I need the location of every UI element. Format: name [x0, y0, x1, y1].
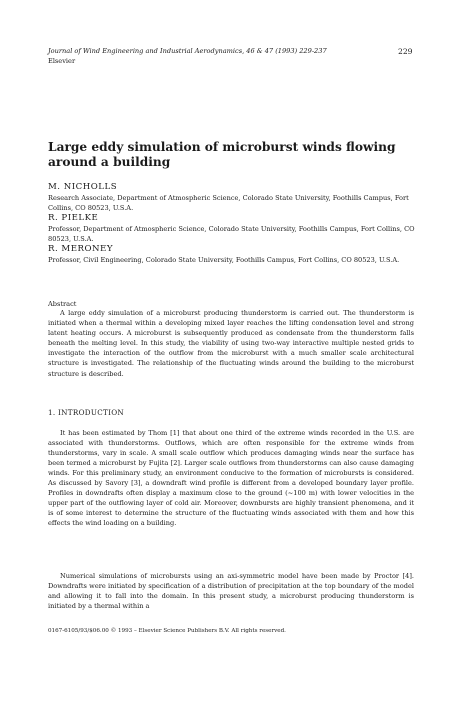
section-heading: 1. INTRODUCTION [48, 408, 125, 417]
journal-citation: Journal of Wind Engineering and Industrial Aerodynamics, 46 & 47 (1993) 229-237 [48, 47, 327, 55]
author-name: M. NICHOLLS [48, 182, 118, 192]
author-affiliation: Professor, Department of Atmospheric Science, Colorado State University, Foothills Campus, Fort Collins, CO 80523, U.S.A. [48, 224, 415, 243]
paper-title: Large eddy simulation of microburst winds flowing around a building [48, 140, 396, 169]
body-paragraph: Numerical simulations of microbursts using an axi-symmetric model have been made by Proctor [4]. Downdrafts were initiated by specification of a distribution of precipitation at the top boundary of the model and allowing it to fall into the domain. In this present study, a microburst producing thunderstorm is initiated by a thermal within a [48, 572, 414, 611]
abstract-text: A large eddy simulation of a microburst producing thunderstorm is carried out. The thunderstorm is initiated when a thermal within a developing mixed layer reaches the lifting condensation level and strong latent heating occurs. A microburst is subsequently produced as condensate from the thunderstorm falls beneath the melting level. In this study, the viability of using two-way interactive multiple nested grids to investigate the interaction of the outflow from the microburst with a much smaller scale architectural structure is investigated. The relationship of the fluctuating winds around the building to the microburst structure is described. [48, 309, 414, 378]
author-name: R. MERONEY [48, 244, 113, 255]
publisher-name: Elsevier [48, 57, 76, 65]
body-paragraph: It has been estimated by Thom [1] that about one third of the extreme winds recorded in the U.S. are associated with thunderstorms. Outflows, which are often responsible for the extreme winds from thunderstorms, vary in scale. A small scale outflow which produces damaging winds near the surface has been termed a microburst by Fujita [2]. Larger scale outflows from thunderstorms can also cause damaging winds. For this preliminary study, an environment conducive to the formation of microbursts is considered. As discussed by Savory [3], a downdraft wind profile is different from a developed boundary layer profile. Profiles in downdrafts often display a maximum close to the ground (~100 m) with lower velocities in the upper part of the outflowing layer of cold air. Moreover, downbursts are highly transient phenomena, and it is of some interest to determine the structure of the fluctuating winds associated with them and how this effects the wind loading on a building. [48, 429, 414, 528]
author-affiliation: Professor, Civil Engineering, Colorado State University, Foothills Campus, Fort Collins, CO 80523, U.S.A. [48, 255, 400, 264]
author-block [48, 182, 420, 213]
author-name: R. PIELKE [48, 213, 99, 224]
author-block [48, 213, 420, 244]
author-list [48, 182, 420, 265]
abstract-heading: Abstract [48, 300, 77, 308]
copyright-footer: 0167-6105/93/$06.00 © 1993 – Elsevier Science Publishers B.V. All rights reserved. [48, 628, 286, 634]
author-affiliation: Research Associate, Department of Atmospheric Science, Colorado State University, Foothills Campus, Fort Collins, CO 80523, U.S.A. [48, 193, 409, 212]
page-number: 229 [398, 47, 413, 56]
author-block [48, 244, 420, 265]
